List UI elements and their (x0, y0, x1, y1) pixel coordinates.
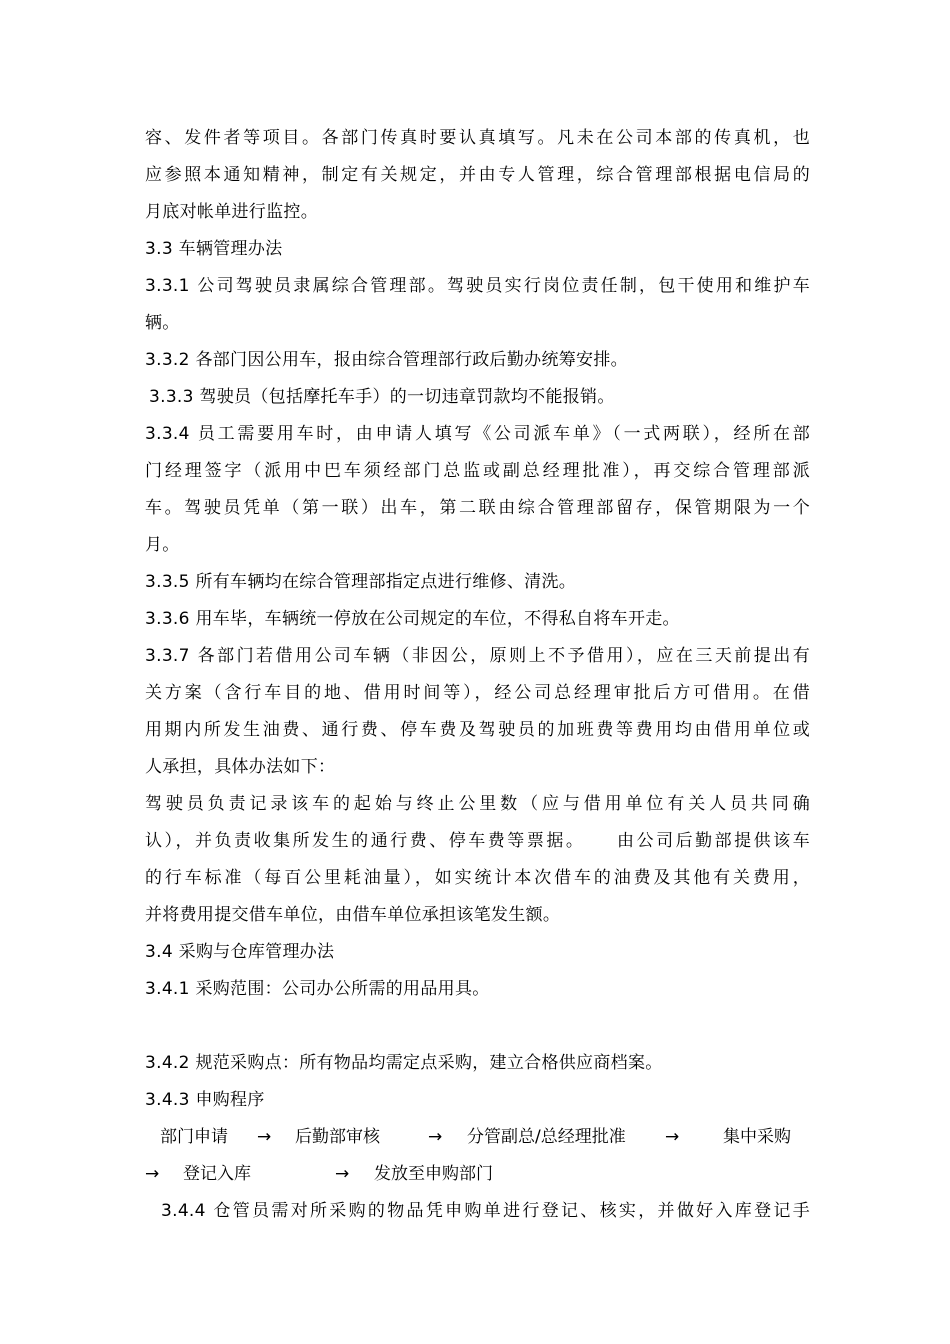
flow-step: 部门申请 (160, 1127, 228, 1147)
paragraph-line: 应参照本通知精神，制定有关规定，并由专人管理，综合管理部根据电信局的 (145, 165, 810, 185)
arrow-icon: → (428, 1127, 443, 1147)
paragraph-line: 3.4.1 采购范围：公司办公所需的用品用具。 (145, 979, 490, 999)
flow-step: 登记入库 (183, 1164, 251, 1184)
paragraph-line: 3.4.4 仓管员需对所采购的物品凭申购单进行登记、核实，并做好入库登记手 (161, 1201, 810, 1221)
paragraph-line: 的行车标准（每百公里耗油量），如实统计本次借车的油费及其他有关费用， (145, 868, 810, 888)
arrow-icon: → (145, 1164, 160, 1184)
paragraph-line: 3.3.6 用车毕，车辆统一停放在公司规定的车位，不得私自将车开走。 (145, 609, 680, 629)
paragraph-line: 门经理签字（派用中巴车须经部门总监或副总经理批准），再交综合管理部派 (145, 461, 810, 481)
flow-step: 后勤部审核 (295, 1127, 380, 1147)
section-heading: 3.3 车辆管理办法 (145, 239, 283, 259)
paragraph-line: 认），并负责收集所发生的通行费、停车费等票据。 由公司后勤部提供该车 (145, 831, 810, 851)
arrow-icon: → (665, 1127, 680, 1147)
paragraph-line: 3.3.5 所有车辆均在综合管理部指定点进行维修、清洗。 (145, 572, 577, 592)
paragraph-line: 关方案（含行车目的地、借用时间等），经公司总经理审批后方可借用。在借 (145, 683, 810, 703)
document-body (145, 120, 810, 1230)
paragraph-line: 3.3.3 驾驶员（包括摩托车手）的一切违章罚款均不能报销。 (149, 387, 615, 407)
paragraph-line: 车。驾驶员凭单（第一联）出车，第二联由综合管理部留存，保管期限为一个 (145, 498, 810, 518)
paragraph-line: 3.3.4 员工需要用车时，由申请人填写《公司派车单》（一式两联），经所在部 (145, 424, 810, 444)
blank-line (145, 1008, 810, 1045)
section-heading: 3.4 采购与仓库管理办法 (145, 942, 335, 962)
paragraph-line: 驾驶员负责记录该车的起始与终止公里数（应与借用单位有关人员共同确 (145, 794, 810, 814)
paragraph-line: 3.3.2 各部门因公用车，报由综合管理部行政后勤办统筹安排。 (145, 350, 628, 370)
paragraph-line: 并将费用提交借车单位，由借车单位承担该笔发生额。 (145, 905, 561, 925)
paragraph-line: 月。 (145, 535, 180, 555)
paragraph-line: 3.3.7 各部门若借用公司车辆（非因公，原则上不予借用），应在三天前提出有 (145, 646, 810, 666)
paragraph-line: 辆。 (145, 313, 180, 333)
paragraph-line: 容、发件者等项目。各部门传真时要认真填写。凡未在公司本部的传真机，也 (145, 128, 810, 148)
flow-step: 分管副总/总经理批准 (467, 1127, 626, 1147)
arrow-icon: → (257, 1127, 272, 1147)
paragraph-line: 3.4.3 申购程序 (145, 1090, 265, 1110)
paragraph-line: 3.4.2 规范采购点：所有物品均需定点采购，建立合格供应商档案。 (145, 1053, 663, 1073)
arrow-icon: → (335, 1164, 350, 1184)
paragraph-line: 人承担，具体办法如下： (145, 757, 336, 777)
paragraph-line: 用期内所发生油费、通行费、停车费及驾驶员的加班费等费用均由借用单位或 (145, 720, 810, 740)
purchase-flow-row-1 (145, 1119, 810, 1156)
paragraph-line: 月底对帐单进行监控。 (145, 202, 318, 222)
flow-step: 集中采购 (723, 1127, 791, 1147)
paragraph-line: 3.3.1 公司驾驶员隶属综合管理部。驾驶员实行岗位责任制，包干使用和维护车 (145, 276, 810, 296)
purchase-flow-row-2 (145, 1156, 810, 1193)
flow-step: 发放至申购部门 (374, 1164, 493, 1184)
